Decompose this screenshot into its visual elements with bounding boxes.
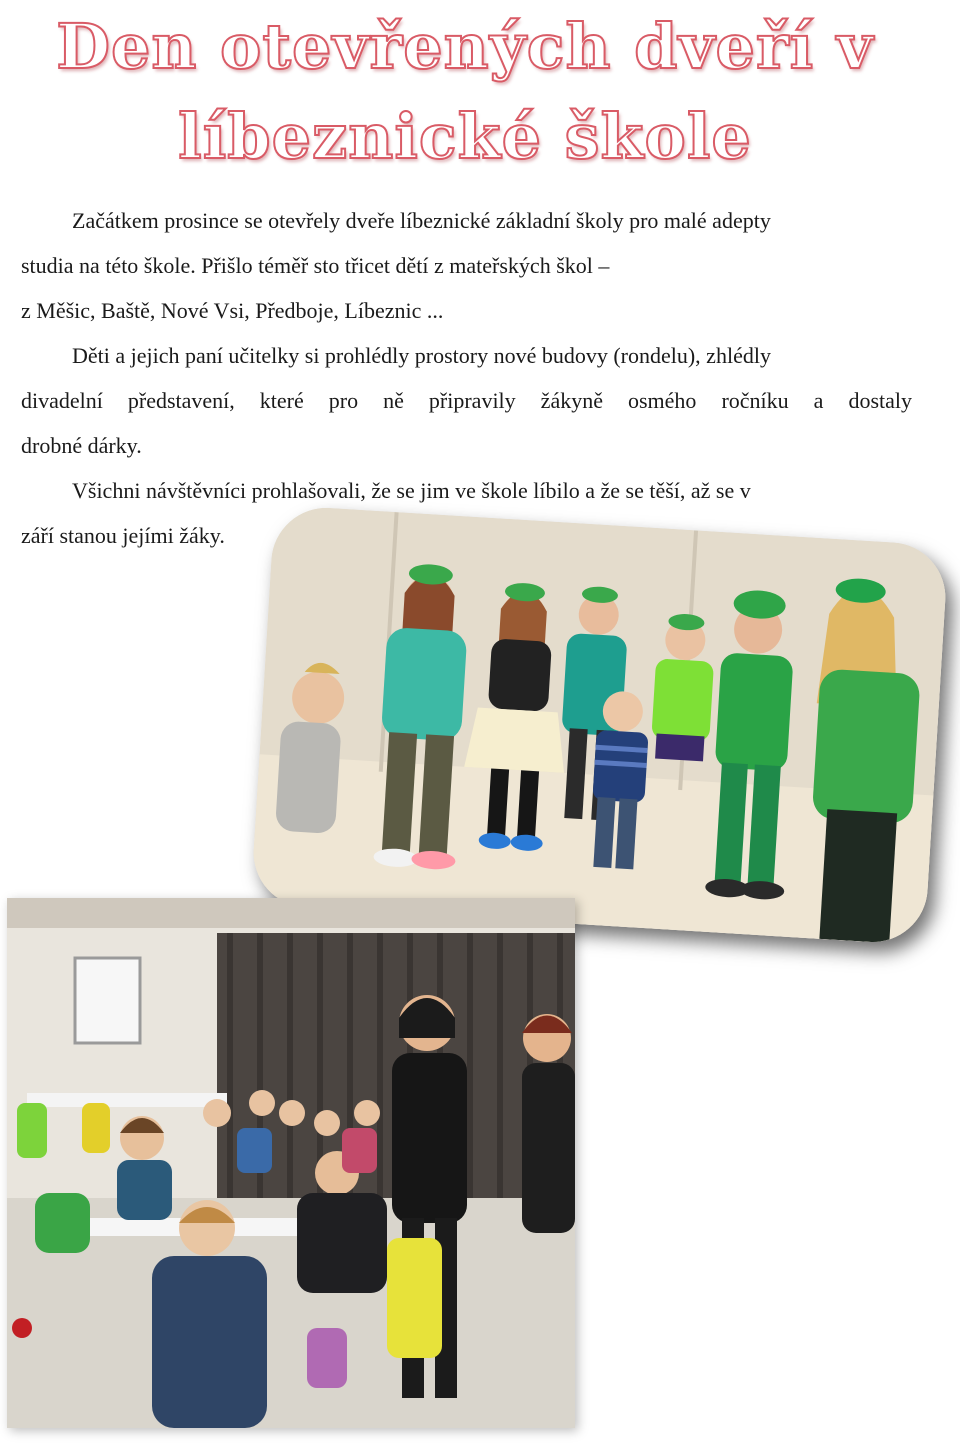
paragraph-line: září stanou jejími žáky.	[21, 523, 225, 548]
title-line-1: Den otevřených dveří v	[56, 10, 874, 83]
photo-classroom-image	[7, 898, 575, 1428]
paragraph-line: studia na této škole. Přišlo téměř sto třicet dětí z mateřských škol –	[21, 253, 610, 278]
photo-classroom	[7, 898, 575, 1428]
paragraph-line: drobné dárky.	[21, 433, 142, 458]
paragraph-line: Všichni návštěvníci prohlašovali, že se jim ve škole líbilo a že se těší, až se v	[72, 478, 751, 503]
paragraph-1	[21, 198, 912, 333]
photo-frog-dance	[250, 505, 948, 945]
paragraph-2	[21, 333, 912, 468]
paragraph-line: divadelní představení, které pro ně připravily žákyně osmého ročníku a dostaly	[21, 388, 912, 413]
paragraph-line: Děti a jejich paní učitelky si prohlédly prostory nové budovy (rondelu), zhlédly	[72, 343, 771, 368]
photo-frog-dance-image	[250, 505, 948, 945]
page-title	[0, 2, 930, 182]
title-line-2: líbeznické škole	[178, 100, 752, 173]
paragraph-line: z Měšic, Baště, Nové Vsi, Předboje, Líbeznic ...	[21, 298, 444, 323]
paragraph-line: Začátkem prosince se otevřely dveře líbeznické základní školy pro malé adepty	[72, 208, 771, 233]
article-body	[21, 198, 912, 558]
